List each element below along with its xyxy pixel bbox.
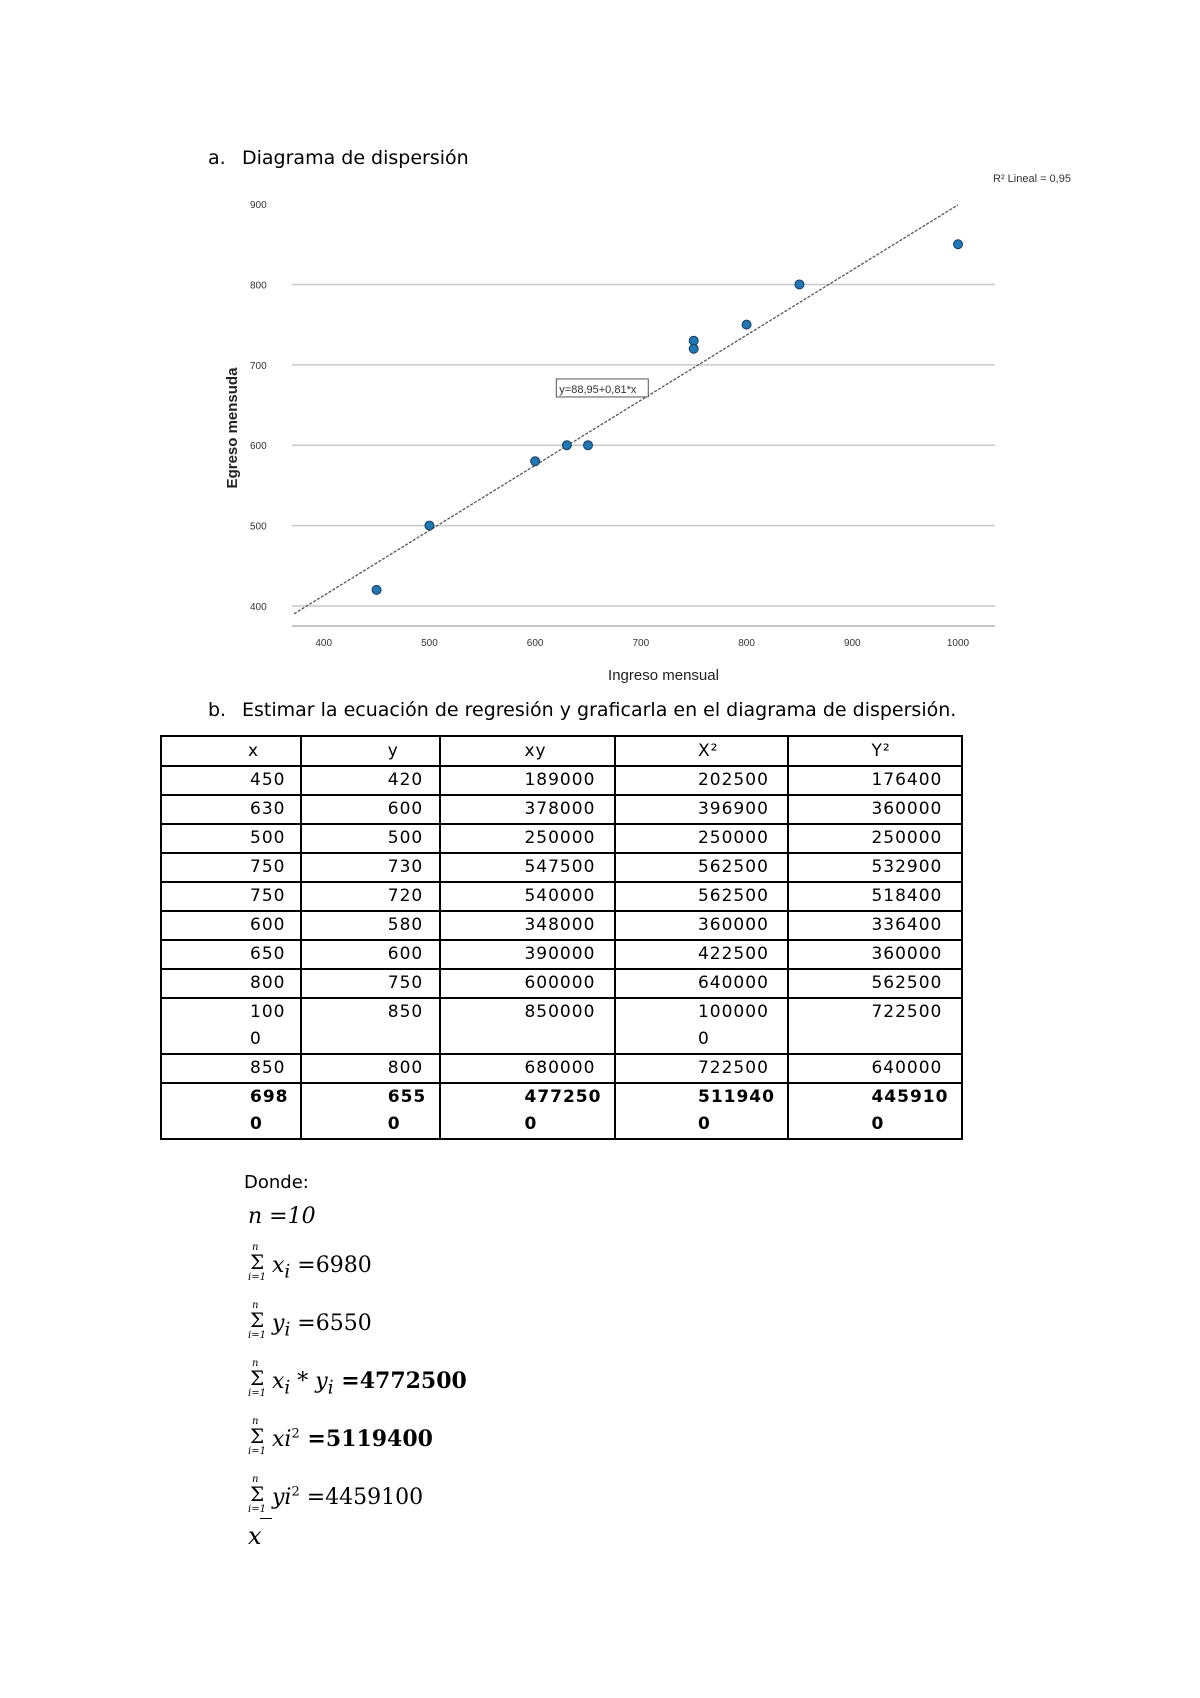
formula-sum-y: n Σ i=1 $y_i =6550$: [248, 1304, 372, 1344]
table-cell: 336400: [788, 911, 962, 940]
sigma-icon: n Σ i=1: [248, 1416, 266, 1457]
table-cell: 4459100: [788, 1083, 962, 1139]
table-cell: 562500: [615, 853, 788, 882]
table-cell: 360000: [788, 795, 962, 824]
sum-x-var: x: [272, 1253, 285, 1278]
table-cell: 850000: [440, 998, 615, 1054]
header-y2: Y²: [788, 736, 962, 766]
table-cell: 250000: [615, 824, 788, 853]
table-total-row: [161, 1083, 962, 1139]
table-cell: 580: [301, 911, 441, 940]
header-xy: xy: [440, 736, 615, 766]
table-cell: 600000: [440, 969, 615, 998]
table-cell: 532900: [788, 853, 962, 882]
sigma-icon: n Σ i=1: [248, 1358, 266, 1399]
table-cell: 750: [301, 969, 441, 998]
table-cell: 378000: [440, 795, 615, 824]
sum-x2-var: xi: [272, 1427, 292, 1452]
y-tick-label: 900: [250, 200, 267, 212]
sum-y-var: y: [272, 1311, 285, 1336]
formula-sum-xy: n Σ i=1 $x_i * y_i =4772500$: [248, 1362, 467, 1402]
table-cell: 722500: [788, 998, 962, 1054]
table-cell: 750: [161, 882, 301, 911]
table-row: [161, 824, 962, 853]
table-cell: 640000: [788, 1054, 962, 1083]
data-point: [372, 585, 381, 594]
y-tick-label: 600: [250, 441, 267, 453]
table-cell: 562500: [788, 969, 962, 998]
table-cell: 250000: [440, 824, 615, 853]
table-row: [161, 766, 962, 795]
table-row: [161, 911, 962, 940]
table-cell: 189000: [440, 766, 615, 795]
regression-table: [160, 735, 963, 1140]
table-cell: 450: [161, 766, 301, 795]
table-cell: 630: [161, 795, 301, 824]
table-row: [161, 969, 962, 998]
x-tick-label: 1000: [946, 638, 970, 649]
table-cell: 650: [161, 940, 301, 969]
table-cell: 518400: [788, 882, 962, 911]
table-row: [161, 853, 962, 882]
table-cell: 1000000: [615, 998, 788, 1054]
x-tick-label: 500: [421, 638, 438, 649]
sigma-icon: n Σ i=1: [248, 1242, 266, 1283]
table-cell: 5119400: [615, 1083, 788, 1139]
table-cell: 1000: [161, 998, 301, 1054]
x-tick-label: 600: [526, 638, 544, 649]
table-cell: 850: [301, 998, 441, 1054]
sum-xy-var-x: x: [272, 1369, 285, 1394]
table-cell: 360000: [788, 940, 962, 969]
table-cell: 500: [161, 824, 301, 853]
section-a-label: a.: [208, 147, 226, 169]
sigma-icon: n Σ i=1: [248, 1474, 266, 1515]
table-cell: 800: [301, 1054, 441, 1083]
table-cell: 547500: [440, 853, 615, 882]
table-cell: 500: [301, 824, 441, 853]
table-row: [161, 882, 962, 911]
section-b-title: Estimar la ecuación de regresión y graficarla en el diagrama de dispersión.: [242, 699, 957, 721]
n-value: n =10: [248, 1204, 316, 1229]
y-tick-label: 800: [250, 280, 267, 292]
donde-label: Donde:: [244, 1172, 309, 1193]
section-a-heading: [208, 147, 469, 169]
table-cell: 850: [161, 1054, 301, 1083]
table-cell: 6550: [301, 1083, 441, 1139]
table-cell: 600: [301, 940, 441, 969]
table-cell: 800: [161, 969, 301, 998]
sum-x2-value: =5119400: [299, 1426, 433, 1452]
table-cell: 360000: [615, 911, 788, 940]
table-cell: 422500: [615, 940, 788, 969]
table-cell: 202500: [615, 766, 788, 795]
table-cell: 640000: [615, 969, 788, 998]
y-tick-label: 500: [250, 521, 267, 533]
table-cell: 600: [301, 795, 441, 824]
table-cell: 420: [301, 766, 441, 795]
x-tick-label: 800: [738, 638, 755, 649]
x-tick-label: 400: [315, 638, 333, 649]
header-y: y: [301, 736, 441, 766]
section-b-label: b.: [208, 699, 227, 721]
table-cell: 396900: [615, 795, 788, 824]
table-cell: 730: [301, 853, 441, 882]
header-x2: X²: [615, 736, 788, 766]
formula-sum-x2: n Σ i=1 $xi^2 =5119400$: [248, 1420, 433, 1460]
sum-xy-value: =4772500: [333, 1368, 467, 1394]
table-header-row: [161, 736, 962, 766]
header-x: x: [161, 736, 301, 766]
sigma-icon: n Σ i=1: [248, 1300, 266, 1341]
x-axis-title: Ingreso mensual: [608, 667, 719, 684]
formula-n: [248, 1204, 316, 1229]
scatter-chart: [220, 170, 1100, 684]
table-cell: 250000: [788, 824, 962, 853]
table-cell: 6980: [161, 1083, 301, 1139]
table-row: [161, 940, 962, 969]
sum-x-value: =6980: [290, 1253, 372, 1278]
table-cell: 750: [161, 853, 301, 882]
x-tick-label: 900: [843, 638, 861, 649]
formula-sum-y2: n Σ i=1 $yi^2 =4459100$: [248, 1478, 423, 1518]
table-cell: 680000: [440, 1054, 615, 1083]
table-cell: 722500: [615, 1054, 788, 1083]
sum-xy-var-y: y: [315, 1369, 328, 1394]
data-point: [689, 344, 698, 353]
y-tick-label: 700: [250, 360, 267, 372]
table-row: [161, 795, 962, 824]
section-b-heading: [208, 699, 956, 721]
sum-y2-var: yi: [272, 1485, 292, 1510]
table-cell: 4772500: [440, 1083, 615, 1139]
x-tick-label: 700: [632, 638, 650, 649]
table-row: [161, 998, 962, 1054]
equation-label: y=88,95+0,81*x: [559, 383, 637, 396]
y-axis-title: Egreso mensuda: [224, 367, 241, 489]
data-point: [425, 521, 434, 530]
table-row: [161, 1054, 962, 1083]
y-tick-label: 400: [250, 601, 267, 613]
data-point: [795, 280, 804, 289]
x-bar-symbol: x: [248, 1522, 262, 1550]
sum-y-value: =6550: [290, 1311, 372, 1336]
data-point: [584, 441, 593, 450]
sum-y2-value: =4459100: [299, 1485, 424, 1510]
data-point: [562, 441, 571, 450]
formula-sum-x: n Σ i=1 $x_i =6980$: [248, 1246, 372, 1286]
data-point: [954, 240, 963, 249]
table-cell: 390000: [440, 940, 615, 969]
table-cell: 720: [301, 882, 441, 911]
table-cell: 348000: [440, 911, 615, 940]
table-cell: 600: [161, 911, 301, 940]
table-cell: 540000: [440, 882, 615, 911]
data-point: [531, 457, 540, 466]
section-a-title: Diagrama de dispersión: [242, 147, 469, 169]
r2-label: R² Lineal = 0,95: [993, 173, 1071, 185]
data-point: [742, 320, 751, 329]
regression-line: [294, 205, 958, 614]
table-cell: 176400: [788, 766, 962, 795]
table-cell: 562500: [615, 882, 788, 911]
